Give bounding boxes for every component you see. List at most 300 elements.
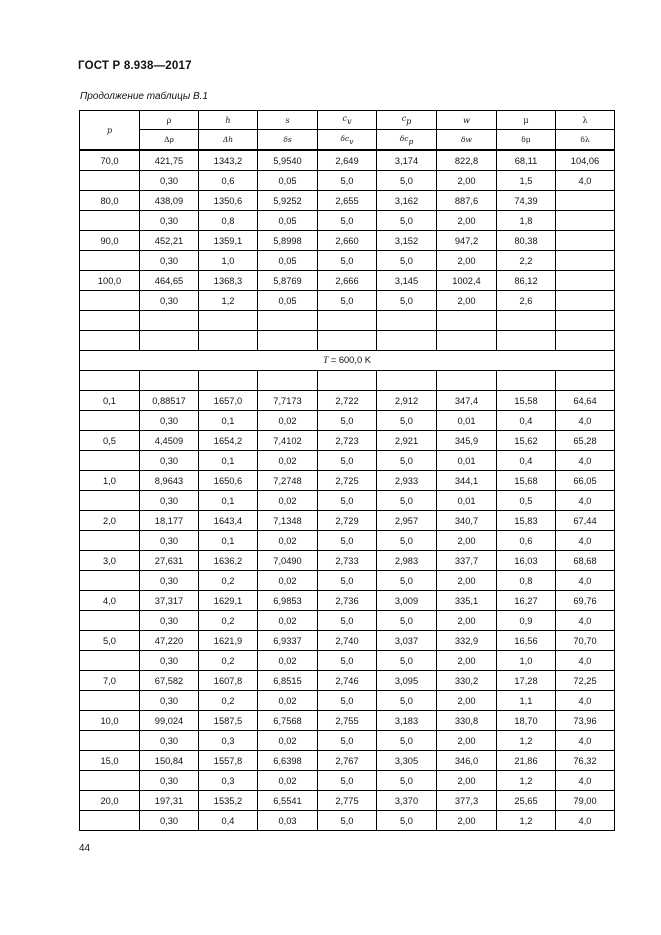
table-cell: 2,921 xyxy=(377,431,437,451)
table-cell: 0,30 xyxy=(140,531,199,551)
table-cell: 4,0 xyxy=(556,451,615,471)
table-cell: 2,00 xyxy=(437,691,497,711)
table-cell: 67,44 xyxy=(556,511,615,531)
table-cell: 16,27 xyxy=(497,591,556,611)
table-row xyxy=(80,231,615,251)
table-cell: 1,5 xyxy=(497,171,556,191)
table-cell: 1629,1 xyxy=(199,591,258,611)
table-cell: 20,0 xyxy=(80,791,140,811)
table-cell: 0,30 xyxy=(140,211,199,231)
table-cell: 5,0 xyxy=(318,211,377,231)
table-cell: 65,28 xyxy=(556,431,615,451)
table-cell: 47,220 xyxy=(140,631,199,651)
table-cell: 4,0 xyxy=(556,411,615,431)
table-cell xyxy=(377,371,437,391)
table-cell: 0,4 xyxy=(497,451,556,471)
table-caption: Продолжение таблицы В.1 xyxy=(80,91,208,102)
table-cell: 1343,2 xyxy=(199,150,258,171)
table-cell xyxy=(556,211,615,231)
table-cell: 100,0 xyxy=(80,271,140,291)
table-cell: 76,32 xyxy=(556,751,615,771)
table-cell: 2,6 xyxy=(497,291,556,311)
table-cell: 16,03 xyxy=(497,551,556,571)
table-cell: 0,9 xyxy=(497,611,556,631)
table-cell: 15,58 xyxy=(497,391,556,411)
table-cell: 335,1 xyxy=(437,591,497,611)
table-cell: 2,2 xyxy=(497,251,556,271)
table-cell: 0,02 xyxy=(258,611,318,631)
table-cell: 17,28 xyxy=(497,671,556,691)
table-cell: 7,7173 xyxy=(258,391,318,411)
table-cell: 5,0 xyxy=(318,771,377,791)
table-cell xyxy=(80,491,140,511)
table-cell: 2,983 xyxy=(377,551,437,571)
table-row xyxy=(80,391,615,411)
table-cell: 0,1 xyxy=(199,531,258,551)
table-cell: 25,65 xyxy=(497,791,556,811)
table-cell: 16,56 xyxy=(497,631,556,651)
header-conductivity: λ xyxy=(556,111,615,130)
table-cell xyxy=(318,371,377,391)
table-cell: 2,00 xyxy=(437,251,497,271)
header-cp: $c_p$ xyxy=(377,111,437,130)
table-cell: 0,01 xyxy=(437,491,497,511)
table-row xyxy=(80,691,615,711)
table-cell: 0,3 xyxy=(199,771,258,791)
table-cell xyxy=(80,311,140,331)
table-cell: 1350,6 xyxy=(199,191,258,211)
header-delta-sound-speed: δw xyxy=(437,130,497,151)
table-cell: 6,7568 xyxy=(258,711,318,731)
table-cell xyxy=(80,451,140,471)
table-cell xyxy=(556,271,615,291)
table-cell xyxy=(556,191,615,211)
table-cell xyxy=(199,311,258,331)
table-cell: 0,2 xyxy=(199,611,258,631)
table-cell: 2,00 xyxy=(437,651,497,671)
table-row xyxy=(80,311,615,331)
table-cell: 86,12 xyxy=(497,271,556,291)
table-row xyxy=(80,251,615,271)
table-cell: 2,775 xyxy=(318,791,377,811)
header-delta-conductivity: δλ xyxy=(556,130,615,151)
table-cell: 0,4 xyxy=(497,411,556,431)
table-cell xyxy=(80,291,140,311)
table-cell xyxy=(258,331,318,351)
table-cell: 27,631 xyxy=(140,551,199,571)
table-cell xyxy=(497,311,556,331)
table-cell: 5,0 xyxy=(377,291,437,311)
table-cell xyxy=(80,771,140,791)
table-cell: 3,174 xyxy=(377,150,437,171)
table-cell: 1,0 xyxy=(80,471,140,491)
table-cell: 5,0 xyxy=(377,571,437,591)
table-cell xyxy=(377,331,437,351)
table-cell: 0,02 xyxy=(258,531,318,551)
table-cell xyxy=(199,331,258,351)
table-cell: 0,02 xyxy=(258,491,318,511)
page-number: 44 xyxy=(79,843,91,854)
table-cell: 67,582 xyxy=(140,671,199,691)
table-cell xyxy=(140,371,199,391)
table-cell: 99,024 xyxy=(140,711,199,731)
table-cell: 2,912 xyxy=(377,391,437,411)
table-cell: 2,0 xyxy=(80,511,140,531)
table-row xyxy=(80,271,615,291)
header-cv: $c_v$ xyxy=(318,111,377,130)
table-cell xyxy=(80,691,140,711)
header-row-deltas xyxy=(80,130,615,151)
table-cell: 6,8515 xyxy=(258,671,318,691)
table-cell: 5,0 xyxy=(377,171,437,191)
table-row xyxy=(80,150,615,171)
table-cell: 332,9 xyxy=(437,631,497,651)
table-cell xyxy=(80,611,140,631)
table-cell: 72,25 xyxy=(556,671,615,691)
table-cell: 15,62 xyxy=(497,431,556,451)
table-cell: 4,0 xyxy=(556,811,615,831)
header-entropy: s xyxy=(258,111,318,130)
table-cell: 69,76 xyxy=(556,591,615,611)
table-row xyxy=(80,511,615,531)
table-cell: 15,83 xyxy=(497,511,556,531)
header-delta-enthalpy: Δh xyxy=(199,130,258,151)
table-cell xyxy=(80,411,140,431)
table-cell: 438,09 xyxy=(140,191,199,211)
table-cell: 4,0 xyxy=(556,651,615,671)
table-cell: 1368,3 xyxy=(199,271,258,291)
table-cell: 1,2 xyxy=(199,291,258,311)
table-cell: 330,2 xyxy=(437,671,497,691)
table-row xyxy=(80,411,615,431)
table-cell: 4,0 xyxy=(556,771,615,791)
table-cell: 5,0 xyxy=(318,691,377,711)
table-cell: 0,2 xyxy=(199,691,258,711)
table-cell: 2,649 xyxy=(318,150,377,171)
table-cell: 2,725 xyxy=(318,471,377,491)
table-cell: 947,2 xyxy=(437,231,497,251)
table-cell xyxy=(140,311,199,331)
table-cell: 1636,2 xyxy=(199,551,258,571)
table-cell: 0,8 xyxy=(199,211,258,231)
document-header: ГОСТ Р 8.938—2017 xyxy=(78,60,192,72)
table-cell: 4,0 xyxy=(556,171,615,191)
table-cell: 822,8 xyxy=(437,150,497,171)
table-cell: 2,655 xyxy=(318,191,377,211)
table-row xyxy=(80,431,615,451)
table-cell: 150,84 xyxy=(140,751,199,771)
table-cell: 0,02 xyxy=(258,411,318,431)
table-cell: 5,0 xyxy=(377,771,437,791)
table-cell: 0,1 xyxy=(80,391,140,411)
table-cell: 5,0 xyxy=(318,531,377,551)
table-cell xyxy=(556,371,615,391)
header-delta-entropy: δs xyxy=(258,130,318,151)
table-cell: 18,70 xyxy=(497,711,556,731)
table-cell: 1,0 xyxy=(199,251,258,271)
table-cell: 4,0 xyxy=(556,691,615,711)
table-cell: 0,1 xyxy=(199,411,258,431)
table-cell: 0,01 xyxy=(437,451,497,471)
thermo-properties-table xyxy=(79,110,615,831)
table-cell: 70,70 xyxy=(556,631,615,651)
table-cell: 2,723 xyxy=(318,431,377,451)
table-cell xyxy=(140,331,199,351)
table-cell xyxy=(258,311,318,331)
table-cell: 5,0 xyxy=(377,251,437,271)
table-cell: 0,30 xyxy=(140,811,199,831)
table-cell: 2,933 xyxy=(377,471,437,491)
temperature-row xyxy=(80,351,615,371)
table-cell: 3,183 xyxy=(377,711,437,731)
table-cell: 0,8 xyxy=(497,571,556,591)
table-row xyxy=(80,531,615,551)
table-cell: 5,0 xyxy=(318,491,377,511)
table-cell: 68,68 xyxy=(556,551,615,571)
table-cell: 5,0 xyxy=(377,211,437,231)
table-cell xyxy=(80,251,140,271)
table-cell: 2,00 xyxy=(437,531,497,551)
table-cell: 0,01 xyxy=(437,411,497,431)
table-cell: 1621,9 xyxy=(199,631,258,651)
table-cell: 347,4 xyxy=(437,391,497,411)
table-cell xyxy=(556,231,615,251)
table-cell: 21,86 xyxy=(497,751,556,771)
table-cell: 1,8 xyxy=(497,211,556,231)
table-cell: 1607,8 xyxy=(199,671,258,691)
table-cell: 5,0 xyxy=(377,651,437,671)
table-cell: 5,0 xyxy=(80,631,140,651)
table-cell: 6,9337 xyxy=(258,631,318,651)
table-cell: 2,746 xyxy=(318,671,377,691)
table-cell: 887,6 xyxy=(437,191,497,211)
table-row xyxy=(80,651,615,671)
table-cell: 3,095 xyxy=(377,671,437,691)
table-cell: 0,30 xyxy=(140,451,199,471)
table-cell: 2,722 xyxy=(318,391,377,411)
table-cell: 1657,0 xyxy=(199,391,258,411)
table-cell: 2,733 xyxy=(318,551,377,571)
table-cell: 2,00 xyxy=(437,811,497,831)
table-cell: 0,30 xyxy=(140,251,199,271)
table-cell: 3,152 xyxy=(377,231,437,251)
table-row xyxy=(80,731,615,751)
table-row xyxy=(80,611,615,631)
table-cell: 2,00 xyxy=(437,731,497,751)
table-cell: 5,8769 xyxy=(258,271,318,291)
table-cell: 5,0 xyxy=(377,811,437,831)
header-density: ρ xyxy=(140,111,199,130)
table-cell: 0,30 xyxy=(140,171,199,191)
table-cell: 15,0 xyxy=(80,751,140,771)
table-cell: 1,2 xyxy=(497,811,556,831)
table-cell: 3,145 xyxy=(377,271,437,291)
table-cell: 7,1348 xyxy=(258,511,318,531)
table-cell: 1,0 xyxy=(497,651,556,671)
table-cell: 2,660 xyxy=(318,231,377,251)
table-cell: 4,0 xyxy=(556,491,615,511)
table-row xyxy=(80,331,615,351)
table-cell: 4,0 xyxy=(556,731,615,751)
table-cell xyxy=(318,331,377,351)
table-cell: 5,0 xyxy=(377,491,437,511)
table-cell xyxy=(80,371,140,391)
table-row xyxy=(80,191,615,211)
table-cell: 1650,6 xyxy=(199,471,258,491)
table-cell: 0,30 xyxy=(140,291,199,311)
table-cell: 74,39 xyxy=(497,191,556,211)
table-cell: 2,729 xyxy=(318,511,377,531)
table-cell: 1643,4 xyxy=(199,511,258,531)
table-cell: 3,370 xyxy=(377,791,437,811)
header-pressure: p xyxy=(80,111,140,151)
table-cell: 0,02 xyxy=(258,771,318,791)
table-cell: 5,0 xyxy=(377,451,437,471)
table-cell: 0,02 xyxy=(258,651,318,671)
table-cell: 2,767 xyxy=(318,751,377,771)
table-cell xyxy=(80,331,140,351)
table-cell: 5,0 xyxy=(318,251,377,271)
table-cell: 2,00 xyxy=(437,291,497,311)
table-cell: 0,1 xyxy=(199,451,258,471)
table-cell: 8,9643 xyxy=(140,471,199,491)
table-cell: 464,65 xyxy=(140,271,199,291)
table-cell: 421,75 xyxy=(140,150,199,171)
table-cell: 0,02 xyxy=(258,731,318,751)
table-cell: 0,02 xyxy=(258,451,318,471)
table-cell: 0,02 xyxy=(258,691,318,711)
table-cell: 0,30 xyxy=(140,611,199,631)
table-cell: 10,0 xyxy=(80,711,140,731)
table-cell: 340,7 xyxy=(437,511,497,531)
temperature-value: = 600,0 K xyxy=(328,355,371,365)
table-cell: 2,740 xyxy=(318,631,377,651)
table-cell: 0,6 xyxy=(497,531,556,551)
table-cell xyxy=(318,311,377,331)
table-row xyxy=(80,371,615,391)
table-cell: 5,0 xyxy=(318,731,377,751)
table-cell: 0,5 xyxy=(80,431,140,451)
table-cell xyxy=(556,291,615,311)
table-cell: 0,30 xyxy=(140,731,199,751)
table-cell: 0,6 xyxy=(199,171,258,191)
table-cell xyxy=(199,371,258,391)
table-cell: 0,05 xyxy=(258,171,318,191)
table-cell xyxy=(80,731,140,751)
table-cell: 452,21 xyxy=(140,231,199,251)
header-enthalpy: h xyxy=(199,111,258,130)
temperature-label xyxy=(80,351,615,371)
table-cell: 1535,2 xyxy=(199,791,258,811)
table-cell: 4,0 xyxy=(556,611,615,631)
table-cell: 5,0 xyxy=(377,411,437,431)
table-cell: 2,00 xyxy=(437,611,497,631)
header-delta-cp: $\delta c_p$ xyxy=(377,130,437,151)
header-delta-viscosity: δμ xyxy=(497,130,556,151)
header-delta-density: Δρ xyxy=(140,130,199,151)
table-cell: 2,755 xyxy=(318,711,377,731)
table-cell: 0,30 xyxy=(140,691,199,711)
table-cell: 337,7 xyxy=(437,551,497,571)
table-row xyxy=(80,571,615,591)
table-cell: 3,037 xyxy=(377,631,437,651)
table-cell: 1359,1 xyxy=(199,231,258,251)
table-cell xyxy=(80,211,140,231)
table-cell xyxy=(556,331,615,351)
table-row xyxy=(80,591,615,611)
table-cell: 5,0 xyxy=(318,571,377,591)
table-cell: 6,6398 xyxy=(258,751,318,771)
table-cell xyxy=(258,371,318,391)
table-cell: 15,68 xyxy=(497,471,556,491)
table-cell: 5,0 xyxy=(318,291,377,311)
table-cell xyxy=(377,311,437,331)
header-delta-cv: $\delta c_v$ xyxy=(318,130,377,151)
table-cell: 80,0 xyxy=(80,191,140,211)
table-cell: 345,9 xyxy=(437,431,497,451)
table-cell: 5,0 xyxy=(318,611,377,631)
table-cell: 3,162 xyxy=(377,191,437,211)
table-cell: 3,305 xyxy=(377,751,437,771)
table-cell: 1,2 xyxy=(497,731,556,751)
table-cell: 73,96 xyxy=(556,711,615,731)
table-cell: 18,177 xyxy=(140,511,199,531)
table-cell xyxy=(80,651,140,671)
table-cell: 0,05 xyxy=(258,251,318,271)
table-cell: 0,3 xyxy=(199,731,258,751)
table-cell xyxy=(437,371,497,391)
table-row xyxy=(80,631,615,651)
table-cell: 66,05 xyxy=(556,471,615,491)
table-cell: 3,0 xyxy=(80,551,140,571)
table-cell: 5,0 xyxy=(377,531,437,551)
table-cell: 0,05 xyxy=(258,211,318,231)
table-row xyxy=(80,551,615,571)
table-cell: 79,00 xyxy=(556,791,615,811)
table-cell: 5,0 xyxy=(318,171,377,191)
table-cell: 2,666 xyxy=(318,271,377,291)
table-cell: 1002,4 xyxy=(437,271,497,291)
table-cell xyxy=(437,331,497,351)
table-cell: 1,2 xyxy=(497,771,556,791)
table-row xyxy=(80,711,615,731)
table-cell: 2,957 xyxy=(377,511,437,531)
temperature-symbol: T xyxy=(323,356,329,366)
table-cell xyxy=(556,311,615,331)
table-cell: 346,0 xyxy=(437,751,497,771)
table-cell: 4,0 xyxy=(80,591,140,611)
table-cell: 4,4509 xyxy=(140,431,199,451)
table-cell: 0,1 xyxy=(199,491,258,511)
table-row xyxy=(80,211,615,231)
table-cell: 0,2 xyxy=(199,651,258,671)
table-cell: 7,0 xyxy=(80,671,140,691)
table-cell: 5,0 xyxy=(318,411,377,431)
table-cell xyxy=(497,371,556,391)
table-cell: 4,0 xyxy=(556,571,615,591)
table-cell: 2,00 xyxy=(437,771,497,791)
table-cell: 344,1 xyxy=(437,471,497,491)
table-cell: 4,0 xyxy=(556,531,615,551)
table-row xyxy=(80,471,615,491)
table-cell: 0,03 xyxy=(258,811,318,831)
table-cell: 0,30 xyxy=(140,771,199,791)
table-cell: 7,2748 xyxy=(258,471,318,491)
table-row xyxy=(80,771,615,791)
table-cell: 0,4 xyxy=(199,811,258,831)
table-cell: 2,00 xyxy=(437,211,497,231)
table-cell: 5,0 xyxy=(377,691,437,711)
